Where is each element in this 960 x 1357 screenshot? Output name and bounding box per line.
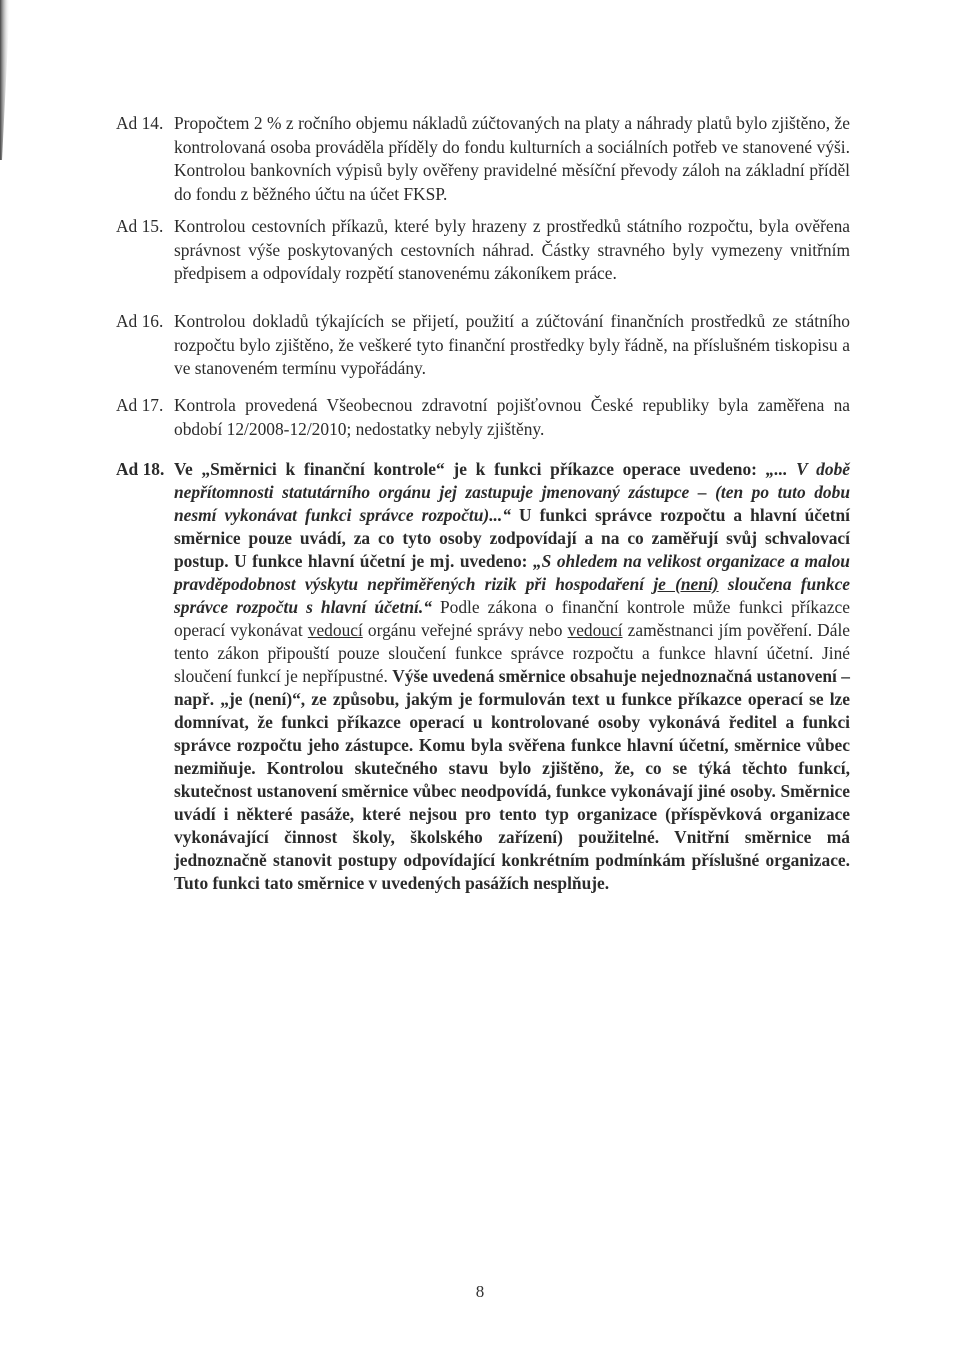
underlined-term: vedoucí	[307, 620, 363, 640]
paragraph-number: Ad 18.	[116, 459, 165, 479]
directive-statement: Ve „Směrnici k finanční kontrole“ je k funkci příkazce operace uvedeno:	[174, 459, 757, 479]
paragraph-number: Ad 15.	[116, 216, 164, 236]
paragraph-number: Ad 17.	[116, 395, 164, 415]
law-text: orgánu veřejné správy nebo	[367, 620, 563, 640]
paragraph-ad-17	[116, 394, 850, 441]
directive-quote: sloučena funkce správce rozpočtu s hlavní účetní.“	[174, 574, 851, 617]
paragraph-text	[174, 458, 850, 895]
law-text: zaměstnanci jím pověření. Dále tento zákon připouští pouze sloučení funkce správce rozpočtu a funkce hlavní účetní. Jiné sloučení funkcí je nepřípustné.	[174, 620, 850, 686]
directive-quote: „... V době nepřítomnosti statutárního orgánu jej zastupuje jmenovaný zástupce – (ten po tuto dobu nesmí vykonávat funkci správce rozpočtu)...“	[174, 459, 850, 525]
paragraph-ad-16	[116, 310, 850, 381]
paragraph-ad-14	[116, 112, 850, 207]
paragraph-number: Ad 14.	[116, 113, 164, 133]
paragraph-ad-18	[116, 458, 850, 895]
scan-edge-shadow	[0, 0, 24, 160]
paragraph-text: Kontrola provedená Všeobecnou zdravotní pojišťovnou České republiky byla zaměřena na období 12/2008-12/2010; nedostatky nebyly zjištěny.	[174, 395, 850, 439]
directive-quote: „S ohledem na velikost organizace a malou pravděpodobnost výskytu nepřiměřených rizik při hospodaření	[174, 551, 850, 594]
finding-text: Výše uvedená směrnice obsahuje nejednoznačná ustanovení – např. „je (není)“, ze způsobu, jakým je formulován text u funkce příkazce operací se lze domnívat, že funkci příkazce operací u kontrolované osoby vykonává ředitel a funkci správce rozpočtu jeho zástupce. Komu byla svěřena funkce hlavní účetní, směrnice vůbec nezmiňuje. Kontrolou skutečného stavu bylo zjištěno, že, co se týká těchto funkcí, skutečnost ustanovení směrnice vůbec neodpovídá, funkce vykonávají jiné osoby. Směrnice uvádí i některé pasáže, které nejsou pro tento typ organizace (příspěvková organizace vykonávající činnost školy, školského zařízení) použitelné. Vnitřní směrnice má jednoznačně stanovit postupy odpovídající konkrétním podmínkám příslušné organizace. Tuto funkci tato směrnice v uvedených pasážích nesplňuje.	[174, 666, 850, 893]
underlined-term: vedoucí	[567, 620, 623, 640]
paragraph-text: Kontrolou cestovních příkazů, které byly hrazeny z prostředků státního rozpočtu, byla ověřena správnost výše poskytovaných cestovních náhrad. Částky stravného byly vymezeny vnitřním předpisem a odpovídaly rozpětí stanovenému zákoníkem práce.	[174, 216, 850, 284]
paragraph-number: Ad 16.	[116, 311, 164, 331]
law-text: Podle zákona o finanční kontrole může funkci příkazce operací vykonávat	[174, 597, 850, 640]
page-number: 8	[475, 1282, 485, 1301]
directive-statement: U funkci správce rozpočtu a hlavní účetní směrnice pouze uvádí, za co tyto osoby zodpovídají a na co zaměřují svůj schvalovací postup. U funkce hlavní účetní je mj. uvedeno:	[174, 505, 850, 571]
paragraph-ad-15	[116, 215, 850, 286]
underlined-term: je (není)	[653, 574, 719, 594]
paragraph-text: Kontrolou dokladů týkajících se přijetí, použití a zúčtování finančních prostředků ze státního rozpočtu bylo zjištěno, že veškeré tyto finanční prostředky byly řádně, na příslušném tiskopisu a ve stanoveném termínu vypořádány.	[174, 311, 850, 379]
paragraph-text: Propočtem 2 % z ročního objemu nákladů zúčtovaných na platy a náhrady platů bylo zjištěno, že kontrolovaná osoba prováděla příděly do fondu kulturních a sociálních potřeb ve stanovené výši. Kontrolou bankovních výpisů byly ověřeny pravidelné měsíční převody záloh na základní příděl do fondu z běžného účtu na účet FKSP.	[174, 113, 850, 205]
